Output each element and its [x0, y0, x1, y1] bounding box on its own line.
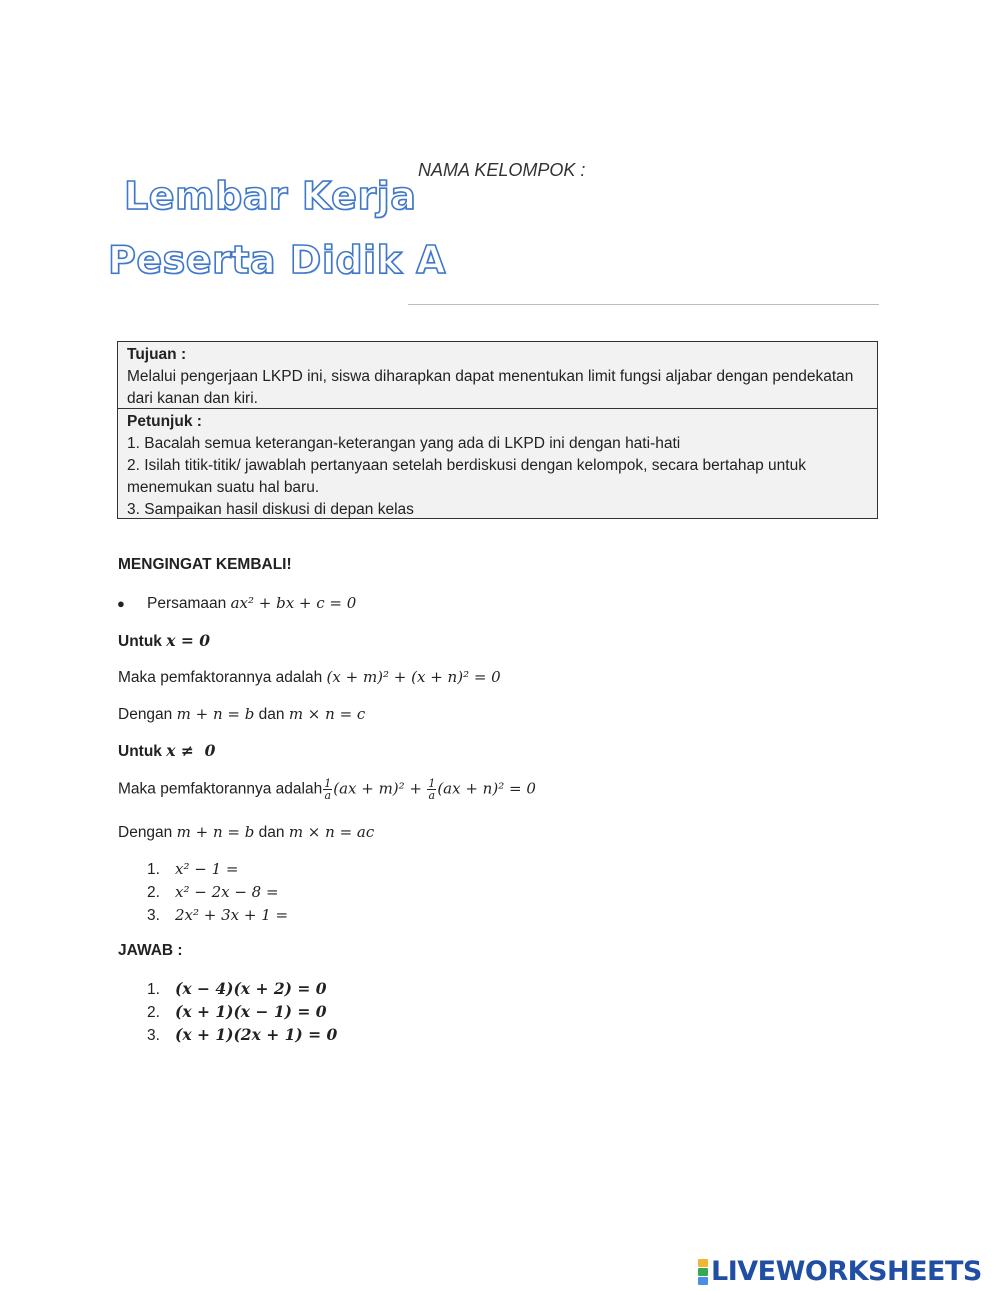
question-item — [147, 883, 279, 902]
persamaan-math: ax² + bx + c = 0 — [230, 594, 357, 612]
case2-factor-line — [118, 778, 536, 801]
case2-with-line — [118, 823, 374, 842]
case2-factor-part-1: (ax + m)² + — [333, 779, 423, 798]
logo-block-3 — [698, 1277, 708, 1285]
answer-expression: (x − 4)(x + 2) = 0 — [175, 979, 327, 998]
case1-with-math-2: m × n = c — [288, 705, 366, 723]
jawab-heading: JAWAB : — [118, 942, 183, 959]
mengingat-heading: MENGINGAT KEMBALI! — [118, 556, 292, 573]
question-item — [147, 860, 238, 879]
answer-number: 3. — [147, 1027, 160, 1044]
case1-heading — [118, 631, 210, 651]
case1-with-line — [118, 705, 365, 724]
page-title-line-1: Lembar Kerja — [124, 174, 417, 218]
case2-with-math-1: m + n = b — [176, 823, 255, 841]
case1-math: x = 0 — [166, 631, 211, 650]
tujuan-box — [117, 341, 878, 409]
page-title-line-2: Peserta Didik A — [108, 238, 446, 282]
question-expression: x² − 1 = — [175, 860, 239, 878]
dan-word: dan — [258, 824, 285, 841]
bullet-icon: ● — [117, 596, 125, 611]
answer-item — [147, 979, 327, 999]
case2-math: x ≠ 0 — [166, 741, 216, 760]
fraction-denominator: a — [428, 789, 436, 802]
petunjuk-item: 2. Isilah titik-titik/ jawablah pertanyaan setelah berdiskusi dengan kelompok, secara bertahap untuk menemukan suatu hal baru. — [127, 457, 806, 496]
liveworksheets-logo[interactable] — [698, 1256, 982, 1287]
logo-block-2 — [698, 1268, 708, 1276]
petunjuk-item: 1. Bacalah semua keterangan-keterangan yang ada di LKPD ini dengan hati-hati — [127, 435, 681, 452]
answer-expression: (x + 1)(x − 1) = 0 — [175, 1002, 327, 1021]
case1-label: Untuk — [118, 633, 162, 650]
persamaan-line — [147, 594, 356, 613]
case2-factor-label: Maka pemfaktorannya adalah — [118, 780, 323, 798]
case2-factor-part-2: (ax + n)² = 0 — [437, 779, 536, 798]
case1-factor-line — [118, 668, 501, 687]
case1-factor-math: (x + m)² + (x + n)² = 0 — [326, 668, 501, 686]
petunjuk-box — [117, 408, 878, 519]
question-number: 1. — [147, 861, 160, 878]
petunjuk-heading: Petunjuk : — [127, 413, 202, 430]
question-number: 3. — [147, 907, 160, 924]
dan-word: dan — [258, 706, 285, 723]
tujuan-heading: Tujuan : — [127, 346, 187, 363]
case1-with-label: Dengan — [118, 706, 173, 723]
case1-with-math-1: m + n = b — [176, 705, 255, 723]
question-expression: 2x² + 3x + 1 = — [175, 906, 289, 924]
petunjuk-item: 3. Sampaikan hasil diskusi di depan kelas — [127, 501, 414, 518]
fraction-1-over-a — [323, 778, 332, 801]
persamaan-label: Persamaan — [147, 595, 227, 612]
answer-number: 1. — [147, 981, 160, 998]
case1-factor-label: Maka pemfaktorannya adalah — [118, 669, 323, 686]
case2-heading — [118, 741, 215, 761]
tujuan-text: Melalui pengerjaan LKPD ini, siswa diharapkan dapat menentukan limit fungsi aljabar dengan pendekatan dari kanan dan kiri. — [127, 368, 854, 407]
fraction-1-over-a — [427, 778, 436, 801]
case2-with-label: Dengan — [118, 824, 173, 841]
answer-item — [147, 1002, 327, 1022]
answer-item — [147, 1025, 337, 1045]
nama-kelompok-label: NAMA KELOMPOK : — [418, 160, 586, 180]
case2-with-math-2: m × n = ac — [288, 823, 375, 841]
fraction-numerator: 1 — [428, 777, 436, 790]
question-number: 2. — [147, 884, 160, 901]
fraction-numerator: 1 — [324, 777, 332, 790]
case2-label: Untuk — [118, 743, 162, 760]
question-item — [147, 906, 288, 925]
logo-block-1 — [698, 1259, 708, 1267]
liveworksheets-logo-icon — [698, 1259, 708, 1285]
liveworksheets-logo-text: LIVEWORKSHEETS — [711, 1256, 982, 1287]
question-expression: x² − 2x − 8 = — [175, 883, 279, 901]
nama-kelompok-input-line[interactable] — [408, 304, 879, 305]
fraction-denominator: a — [324, 789, 331, 802]
answer-expression: (x + 1)(2x + 1) = 0 — [175, 1025, 338, 1044]
answer-number: 2. — [147, 1004, 160, 1021]
